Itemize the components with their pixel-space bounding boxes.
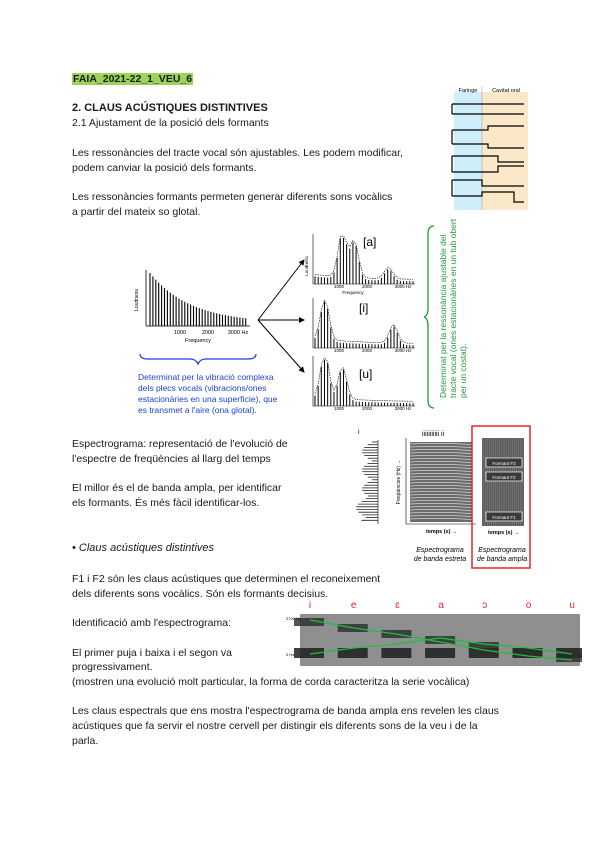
f1-band: [381, 648, 411, 658]
f2-band: [469, 642, 499, 650]
para6-line2: acústiques que fa servir el nostre cervell per distingir els diferents sons de la veu i de la: [72, 720, 478, 732]
para1-line1: Les ressonàncies del tracte vocal són ajustables. Les podem modificar,: [72, 147, 403, 159]
oral-cavity-label: Cavitat oral: [492, 88, 520, 94]
u-tick-3000: 3000 Hz: [394, 406, 412, 411]
f2-band: [556, 654, 582, 662]
arrow-to-u: [258, 320, 304, 372]
para6-line1: Les claus espectrals que ens mostra l'espectrograma de banda ampla ens revelen les claus: [72, 705, 499, 717]
vowel-axis-bottom: 0 Hz: [286, 652, 295, 657]
pharynx-label: Faringe: [458, 88, 478, 94]
i-tick-1000: 1000: [333, 348, 345, 353]
para3-line1: F1 i F2 són les claus acústiques que determinen el reconeixement: [72, 573, 381, 585]
source-caption-line3: estacionàries en una superfície), que: [138, 394, 278, 404]
vowel-label-u: [u]: [359, 367, 373, 381]
a-tick-1000: 1000: [333, 284, 345, 289]
para6-line3: parla.: [72, 735, 99, 747]
formant-f2-label: Formant F2: [492, 475, 516, 480]
a-ylabel: Loudness: [304, 256, 309, 276]
source-tick-3000: 3000 Hz: [227, 330, 249, 336]
vowel-label-i: [i]: [359, 301, 369, 315]
para4-line2: progressivament.: [72, 661, 153, 673]
narrow-caption-line1: Espectrograma: [416, 547, 464, 554]
blue-brace: [138, 352, 258, 366]
section-title: 2. CLAUS ACÚSTIQUES DISTINTIVES: [72, 102, 268, 114]
spectrogram-comparison-figure: [340, 424, 532, 570]
vowel-spectra-chart: [303, 222, 421, 412]
vowel-letter: i: [308, 600, 312, 611]
source-ylabel: Loudness: [134, 289, 140, 311]
wide-caption-line1: Espectrograma: [478, 547, 526, 554]
document-id-highlight: FAIA_2021-22_1_VEU_6: [73, 73, 193, 85]
section-subtitle: 2.1 Ajustament de la posició dels formants: [72, 117, 269, 129]
para3-line2: dels diferents sons vocàlics. Són els formants decisius.: [72, 588, 329, 600]
para2-line1: Les ressonàncies formants permeten generar diferents sons vocàlics: [72, 191, 393, 203]
para2-line2: a partir del mateix so glotal.: [72, 206, 201, 218]
vowel-letter: ɔ: [482, 600, 488, 611]
wide-caption-line2: de banda ampla: [476, 556, 528, 563]
vowel-letter: a: [438, 600, 444, 611]
f1-band: [425, 648, 455, 658]
source-xlabel: Frequency: [185, 338, 211, 344]
formant-f3-label: Formant F3: [492, 461, 516, 466]
para1-line2: podem canviar la posició dels formants.: [72, 162, 257, 174]
vowel-label-a: [a]: [363, 235, 377, 249]
source-caption-line2: dels plecs vocals (vibracions/ones: [138, 383, 267, 393]
vowel-letters: [309, 600, 575, 611]
vowel-letter: e: [350, 600, 357, 611]
arrow-to-a: [258, 260, 304, 320]
left-mark: i: [358, 429, 360, 436]
vowel-letter: ɛ: [395, 600, 400, 611]
y-axis-label: Freqüències (Hz) →: [396, 459, 402, 505]
source-spectrum-chart: [128, 264, 254, 344]
green-note: [438, 198, 468, 398]
formant-f1-label: Formant F1: [492, 515, 516, 520]
a-xlabel: Frequency: [342, 290, 364, 295]
side-spectrum: [356, 440, 378, 524]
source-caption-line1: Determinat per la vibració complexa: [138, 372, 274, 382]
source-caption-line4: es transmet a l'aire (ona glotal).: [138, 405, 257, 415]
vocal-tract-figure: [448, 82, 530, 212]
identification-line: Identificació amb l'espectrograma:: [72, 617, 231, 629]
bullet-heading: • Claus acústiques distintives: [72, 542, 215, 554]
para4-line1: El primer puja i baixa i el segon va: [72, 647, 232, 659]
a-tick-3000: 3000 Hz: [394, 284, 412, 289]
spectrum-u: [313, 356, 415, 406]
top-marks: iiiiiiiiiii ii: [422, 431, 445, 438]
green-note-line3: per un costat).: [458, 343, 468, 398]
vowel-axis-top: 2700 Hz: [286, 616, 301, 621]
source-tick-1000: 1000: [173, 330, 187, 336]
document-id: [72, 72, 193, 87]
vowel-letter: u: [569, 600, 575, 611]
spectrogram-def-line2: l'espectre de freqüències al llarg del temps: [72, 453, 271, 465]
i-tick-2000: 2000: [361, 348, 373, 353]
spectrogram-def-line1: Espectrograma: representació de l'evolució de: [72, 438, 288, 450]
vowel-series-spectrogram: [284, 598, 582, 670]
i-tick-3000: 3000 Hz: [394, 348, 412, 353]
best-band-line2: els formants. És més fàcil identificar-los.: [72, 497, 260, 509]
best-band-line1: El millor és el de banda ampla, per identificar: [72, 482, 282, 494]
u-tick-2000: 2000: [361, 406, 373, 411]
u-tick-1000: 1000: [333, 406, 345, 411]
vowel-letter: o: [525, 600, 532, 611]
source-tick-2000: 2000: [201, 330, 215, 336]
narrow-x-label: temps (s) →: [426, 529, 458, 535]
green-note-line2: tracte vocal (ones estacionàries en un tub obert: [448, 218, 458, 398]
para5: (mostren una evolució molt particular, la forma de corda caracteritza la serie vocàlica): [72, 676, 470, 688]
pharynx-region: [454, 92, 482, 210]
narrow-caption-line2: de banda estreta: [413, 556, 467, 563]
a-tick-2000: 2000: [361, 284, 373, 289]
wide-x-label: temps (s) →: [488, 530, 520, 536]
green-note-line1: Determinat per la ressonància ajustable del: [438, 234, 448, 398]
